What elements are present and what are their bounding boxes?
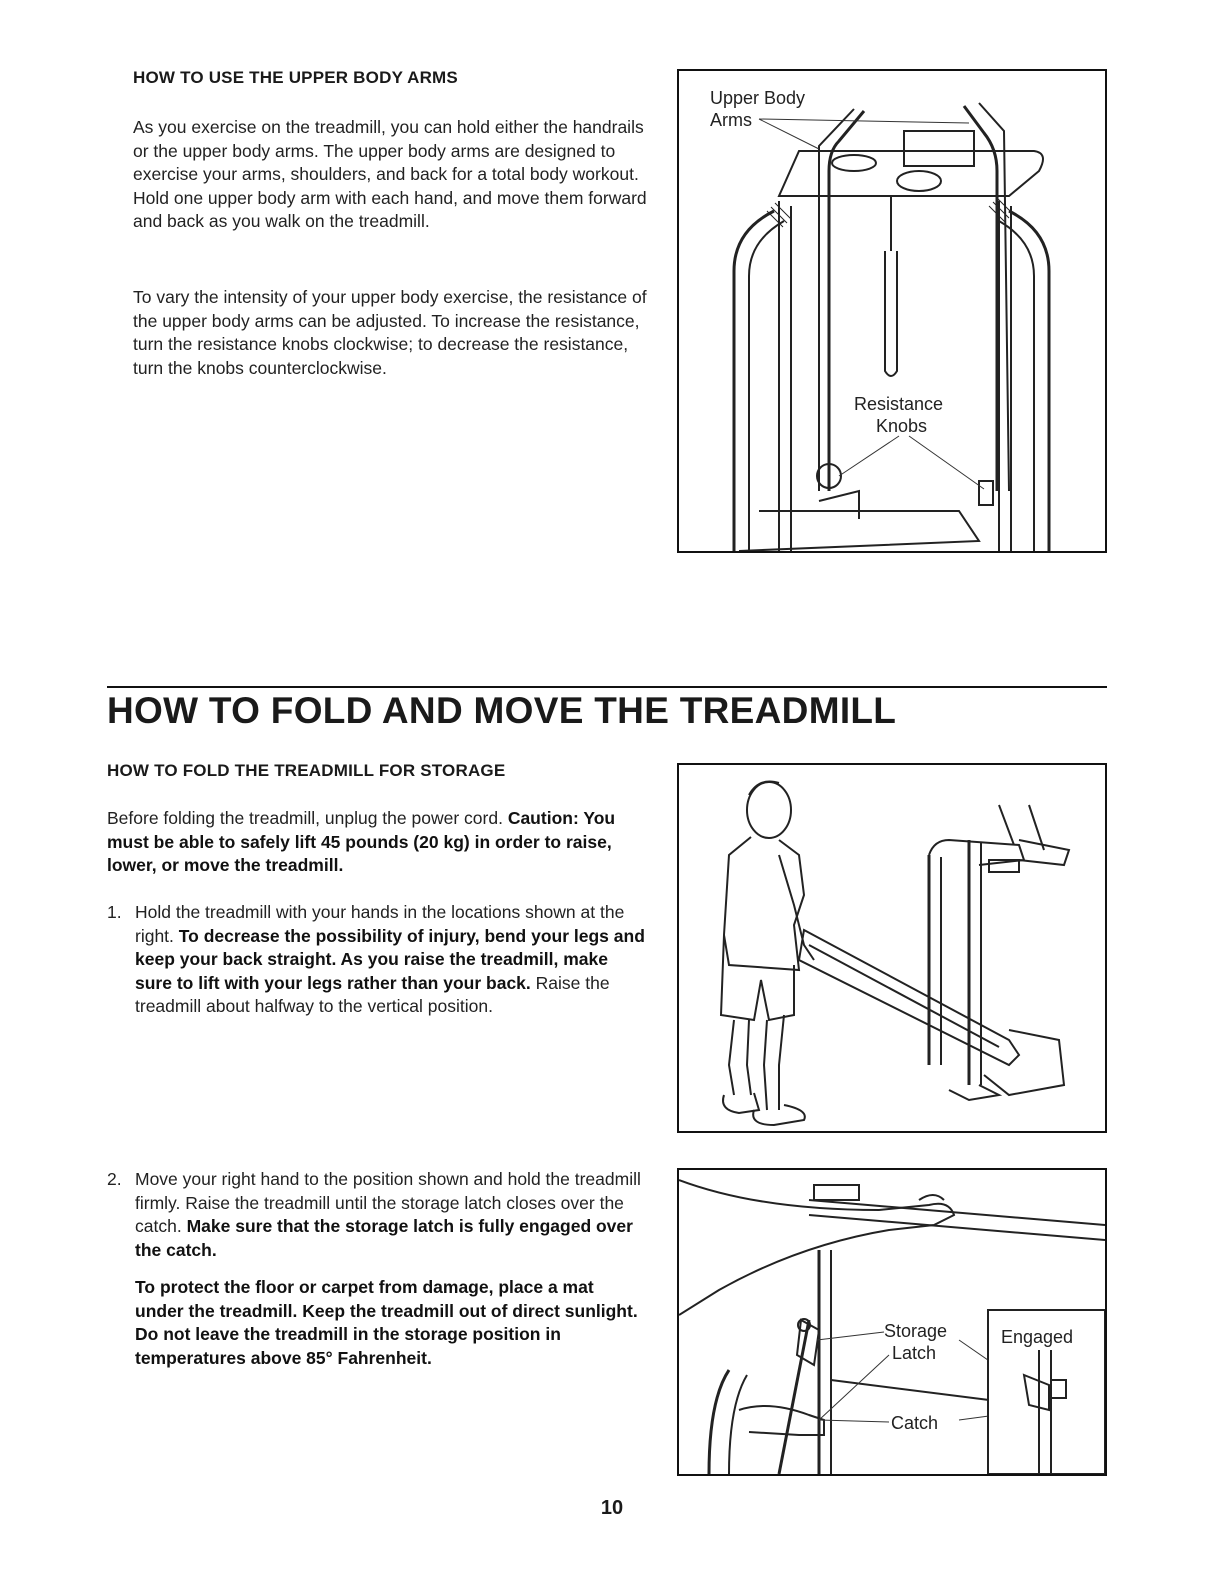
step-2-number: 2.: [107, 1169, 122, 1189]
label-upper-body-arms-1: Upper Body: [710, 88, 806, 108]
step-1-warning: To decrease the possibility of injury, bend your legs and keep your back straight. As you raise the treadmill, make sure to lift with your legs rather than your back.: [135, 925, 645, 993]
step-1: [107, 901, 647, 1019]
upper-arms-paragraph-1: As you exercise on the treadmill, you can hold either the handrails or the upper body arms. The upper body arms are designed to exercise your arms, shoulders, and back for a total body workout. Hold one upper body arm with each hand, and move them forward and back as you walk on the treadmill.: [133, 117, 647, 231]
label-resistance-knobs-1: Resistance: [854, 394, 944, 414]
section-title: HOW TO FOLD AND MOVE THE TREADMILL: [107, 690, 897, 731]
treadmill-console-illustration: [679, 71, 1105, 551]
fold-intro-caution: Caution: You must be able to safely lift 45 pounds (20 kg) in order to raise, lower, or move the treadmill.: [107, 808, 616, 875]
page-number: 10: [600, 1497, 624, 1519]
fold-intro: [107, 807, 652, 878]
person-lifting-treadmill-illustration: [679, 765, 1105, 1131]
step-1-text-a: Hold the treadmill with your hands in the locations shown at the right.: [135, 902, 625, 946]
upper-arms-heading: HOW TO USE THE UPPER BODY ARMS: [133, 68, 458, 87]
step-2-text-a: Move your right hand to the position shown and hold the treadmill firmly. Raise the treadmill until the storage latch closes over the catch.: [135, 1169, 641, 1236]
label-resistance-knobs-2: Knobs: [876, 416, 928, 436]
step-2-floor-note: To protect the floor or carpet from damage, place a mat under the treadmill. Keep the treadmill out of direct sunlight. Do not leave the treadmill in the storage position in temperatures above 85° Fahrenheit.: [135, 1277, 638, 1368]
storage-latch-figure: [677, 1168, 1107, 1476]
fold-heading: HOW TO FOLD THE TREADMILL FOR STORAGE: [107, 761, 506, 780]
fold-treadmill-figure: [677, 763, 1107, 1133]
step-2: [107, 1168, 647, 1370]
upper-body-arms-figure: [677, 69, 1107, 553]
label-engaged: Engaged: [1001, 1327, 1074, 1347]
section-rule: [107, 686, 1107, 688]
step-2-warning: Make sure that the storage latch is fully engaged over the catch.: [135, 1216, 633, 1260]
label-catch: Catch: [891, 1413, 939, 1433]
fold-intro-plain: Before folding the treadmill, unplug the power cord.: [107, 808, 503, 828]
label-storage-latch-2: Latch: [892, 1343, 937, 1363]
label-upper-body-arms-2: Arms: [710, 110, 752, 130]
step-1-number: 1.: [107, 902, 122, 922]
upper-arms-paragraph-2: To vary the intensity of your upper body exercise, the resistance of the upper body arms can be adjusted. To increase the resistance, turn the resistance knobs clockwise; to decrease the resistance, turn the knobs counterclockwise.: [133, 287, 647, 378]
label-storage-latch-1: Storage: [884, 1321, 948, 1341]
step-1-text-b: Raise the treadmill about halfway to the vertical position.: [135, 972, 610, 1016]
